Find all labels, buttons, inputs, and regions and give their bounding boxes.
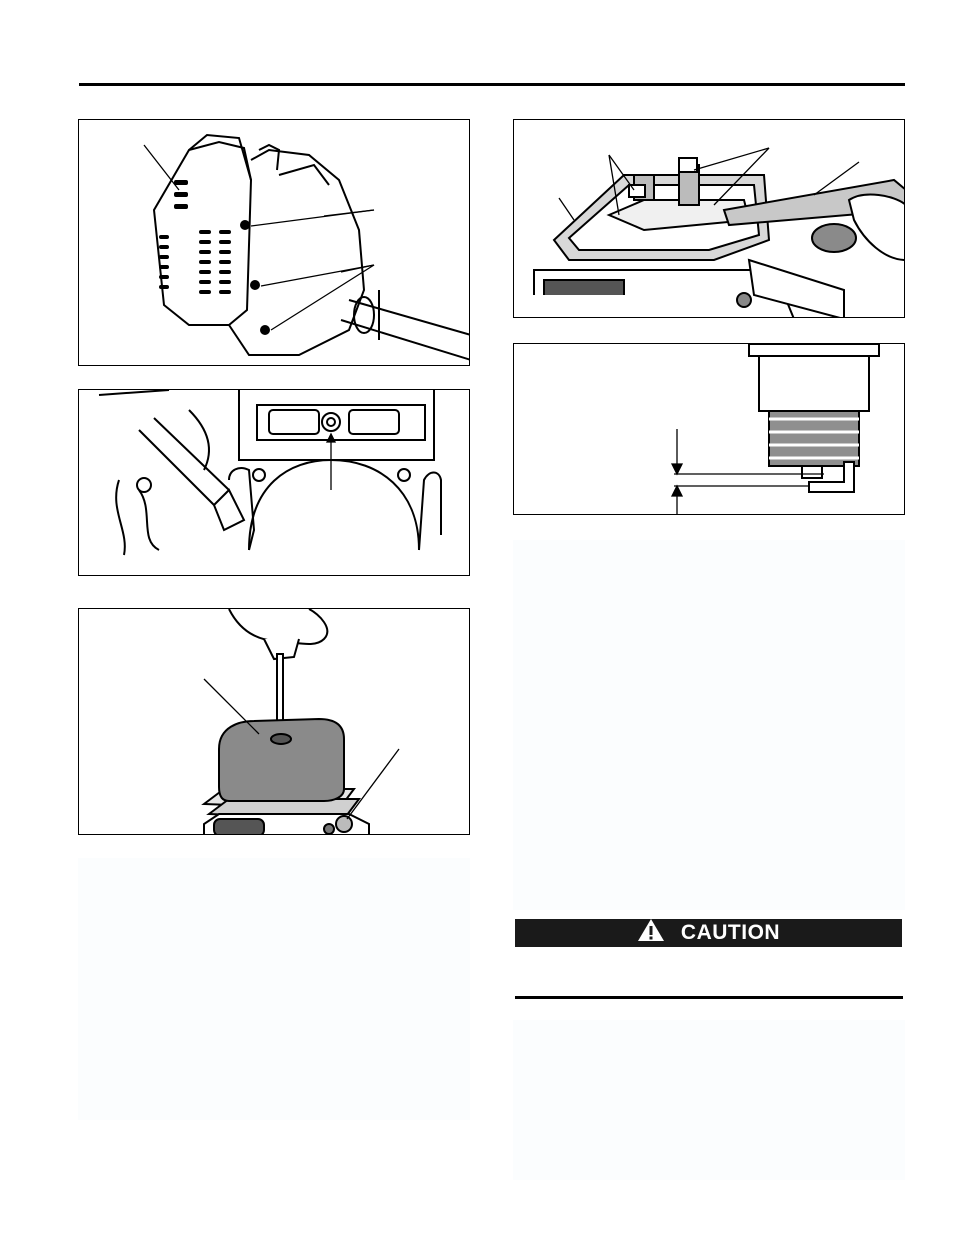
caution-label: CAUTION — [680, 921, 781, 944]
engine-shroud-illustration — [79, 120, 470, 366]
valve-cover-illustration — [79, 609, 470, 835]
caution-end-rule — [515, 996, 903, 999]
figure-valve-clearance — [513, 119, 905, 318]
spark-plug-illustration — [514, 344, 905, 515]
figure-engine-shroud — [78, 119, 470, 366]
figure-valve-cover — [78, 608, 470, 835]
caution-banner — [515, 919, 902, 947]
left-text-block — [78, 858, 470, 1120]
header-rule — [79, 83, 905, 86]
figure-spark-plug-gap — [513, 343, 905, 515]
warning-triangle-icon — [637, 918, 665, 948]
bottom-right-text-block — [513, 1020, 905, 1180]
cylinder-bolt-illustration — [79, 390, 470, 576]
valve-clearance-illustration — [514, 120, 905, 318]
figure-cylinder-bolt — [78, 389, 470, 576]
right-text-block — [513, 540, 905, 910]
